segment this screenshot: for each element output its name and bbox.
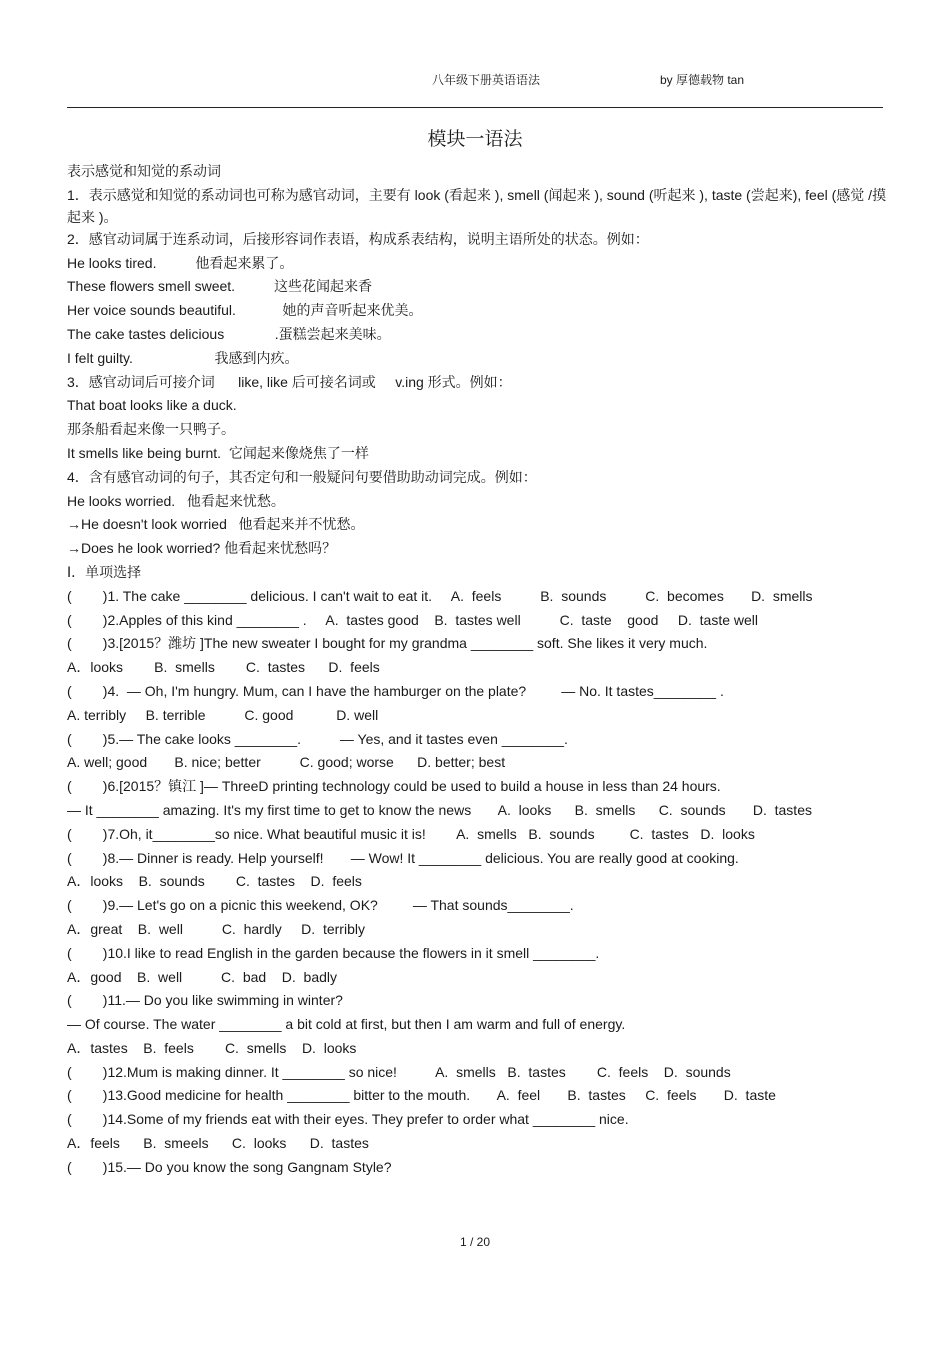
text-line: He looks tired. 他看起来累了。 [67, 254, 294, 271]
page-title: 模块一语法 [427, 129, 523, 150]
text-line: ( )11.— Do you like swimming in winter? [67, 992, 343, 1009]
text-line: ( )3.[2015？潍坊 ]The new sweater I bought for my grandma ________ soft. She likes it very much. [67, 635, 708, 652]
text-line: ( )8.— Dinner is ready. Help yourself! — Wow! It ________ delicious. You are really good at cooking. [67, 849, 739, 866]
text-line: — Of course. The water ________ a bit cold at first, but then I am warm and full of energy. [67, 1016, 626, 1033]
text-line: A．looks B. sounds C. tastes D. feels [67, 873, 362, 890]
text-line: →Does he look worried? 他看起来忧愁吗？ [67, 540, 337, 557]
text-line: 那条船看起来像一只鸭子。 [67, 421, 235, 438]
text-line: ( )4. — Oh, I'm hungry. Mum, can I have the hamburger on the plate? — No. It tastes________ . [67, 682, 724, 699]
text-line: A．good B. well C. bad D. badly [67, 968, 338, 985]
text-line: ( )9.— Let's go on a picnic this weekend, OK? — That sounds________. [67, 897, 574, 914]
text-line: A．looks B. smells C. tastes D. feels [67, 659, 380, 676]
text-line: →He doesn't look worried 他看起来并不忧愁。 [67, 516, 365, 533]
text-line: ( )14.Some of my friends eat with their eyes. They prefer to order what ________ nice. [67, 1111, 629, 1128]
text-line: 4．含有感官动词的句子，其否定句和一般疑问句要借助助动词完成。例如： [67, 468, 537, 485]
text-line: ( )6.[2015？镇江 ]— ThreeD printing technology could be used to build a house in less than 24 hours. [67, 778, 721, 795]
text-line: ( )10.I like to read English in the garden because the flowers in it smell ________. [67, 944, 600, 961]
text-line: ( )15.— Do you know the song Gangnam Style? [67, 1158, 392, 1175]
text-line: 2．感官动词属于连系动词，后接形容词作表语，构成系表结构，说明主语所处的状态。例如： [67, 230, 649, 247]
text-line: ( )7.Oh, it________so nice. What beautiful music it is! A. smells B. sounds C. tastes D. looks [67, 825, 755, 842]
text-line: The cake tastes delicious .蛋糕尝起来美味。 [67, 325, 391, 342]
text-line: — It ________ amazing. It's my first time to get to know the news A. looks B. smells C. sounds D. tastes [67, 801, 812, 818]
text-line: A．great B. well C. hardly D. terribly [67, 920, 365, 937]
text-line: ( )1. The cake ________ delicious. I can't wait to eat it. A. feels B. sounds C. becomes D. smells [67, 587, 813, 604]
text-line: ( )13.Good medicine for health ________ bitter to the mouth. A. feel B. tastes C. feels D. taste [67, 1087, 776, 1104]
text-line: ( )5.— The cake looks ________. — Yes, and it tastes even ________. [67, 730, 568, 747]
header-subject: 八年级下册英语语法 [432, 73, 541, 87]
document-body [67, 160, 887, 1180]
text-line: A. terribly B. terrible C. good D. well [67, 706, 379, 723]
text-line: ( )12.Mum is making dinner. It ________ so nice! A. smells B. tastes C. feels D. sounds [67, 1063, 731, 1080]
text-line: Her voice sounds beautiful. 她的声音听起来优美。 [67, 302, 423, 319]
header-author: by 厚德载物 tan [660, 73, 745, 87]
text-line: He looks worried. 他看起来忧愁。 [67, 492, 285, 509]
text-line: I felt guilty. 我感到内疚。 [67, 349, 299, 366]
text-line: 1．表示感觉和知觉的系动词也可称为感官动词，主要有 look (看起来 ), smell (闻起来 ), sound (听起来 ), taste (尝起来), feel (感觉 /摸起来 )。 [67, 186, 887, 225]
text-line: 3．感官动词后可接介词 like, like 后可接名词或 v.ing 形式。例如： [67, 373, 512, 390]
text-line: 表示感觉和知觉的系动词 [67, 163, 221, 179]
text-line: A．feels B. smeels C. looks D. tastes [67, 1135, 369, 1152]
text-line: ( )2.Apples of this kind ________ . A. tastes good B. tastes well C. taste good D. taste well [67, 611, 759, 628]
text-line: That boat looks like a duck. [67, 397, 237, 414]
page-number: 1 / 20 [459, 1235, 491, 1249]
text-line: A．tastes B. feels C. smells D. looks [67, 1039, 357, 1056]
header-rule [67, 107, 883, 108]
text-line: Ⅰ．单项选择 [67, 563, 142, 580]
text-line: A. well; good B. nice; better C. good; worse D. better; best [67, 754, 506, 771]
text-line: These flowers smell sweet. 这些花闻起来香 [67, 278, 372, 295]
text-line: It smells like being burnt. 它闻起来像烧焦了一样 [67, 444, 369, 461]
